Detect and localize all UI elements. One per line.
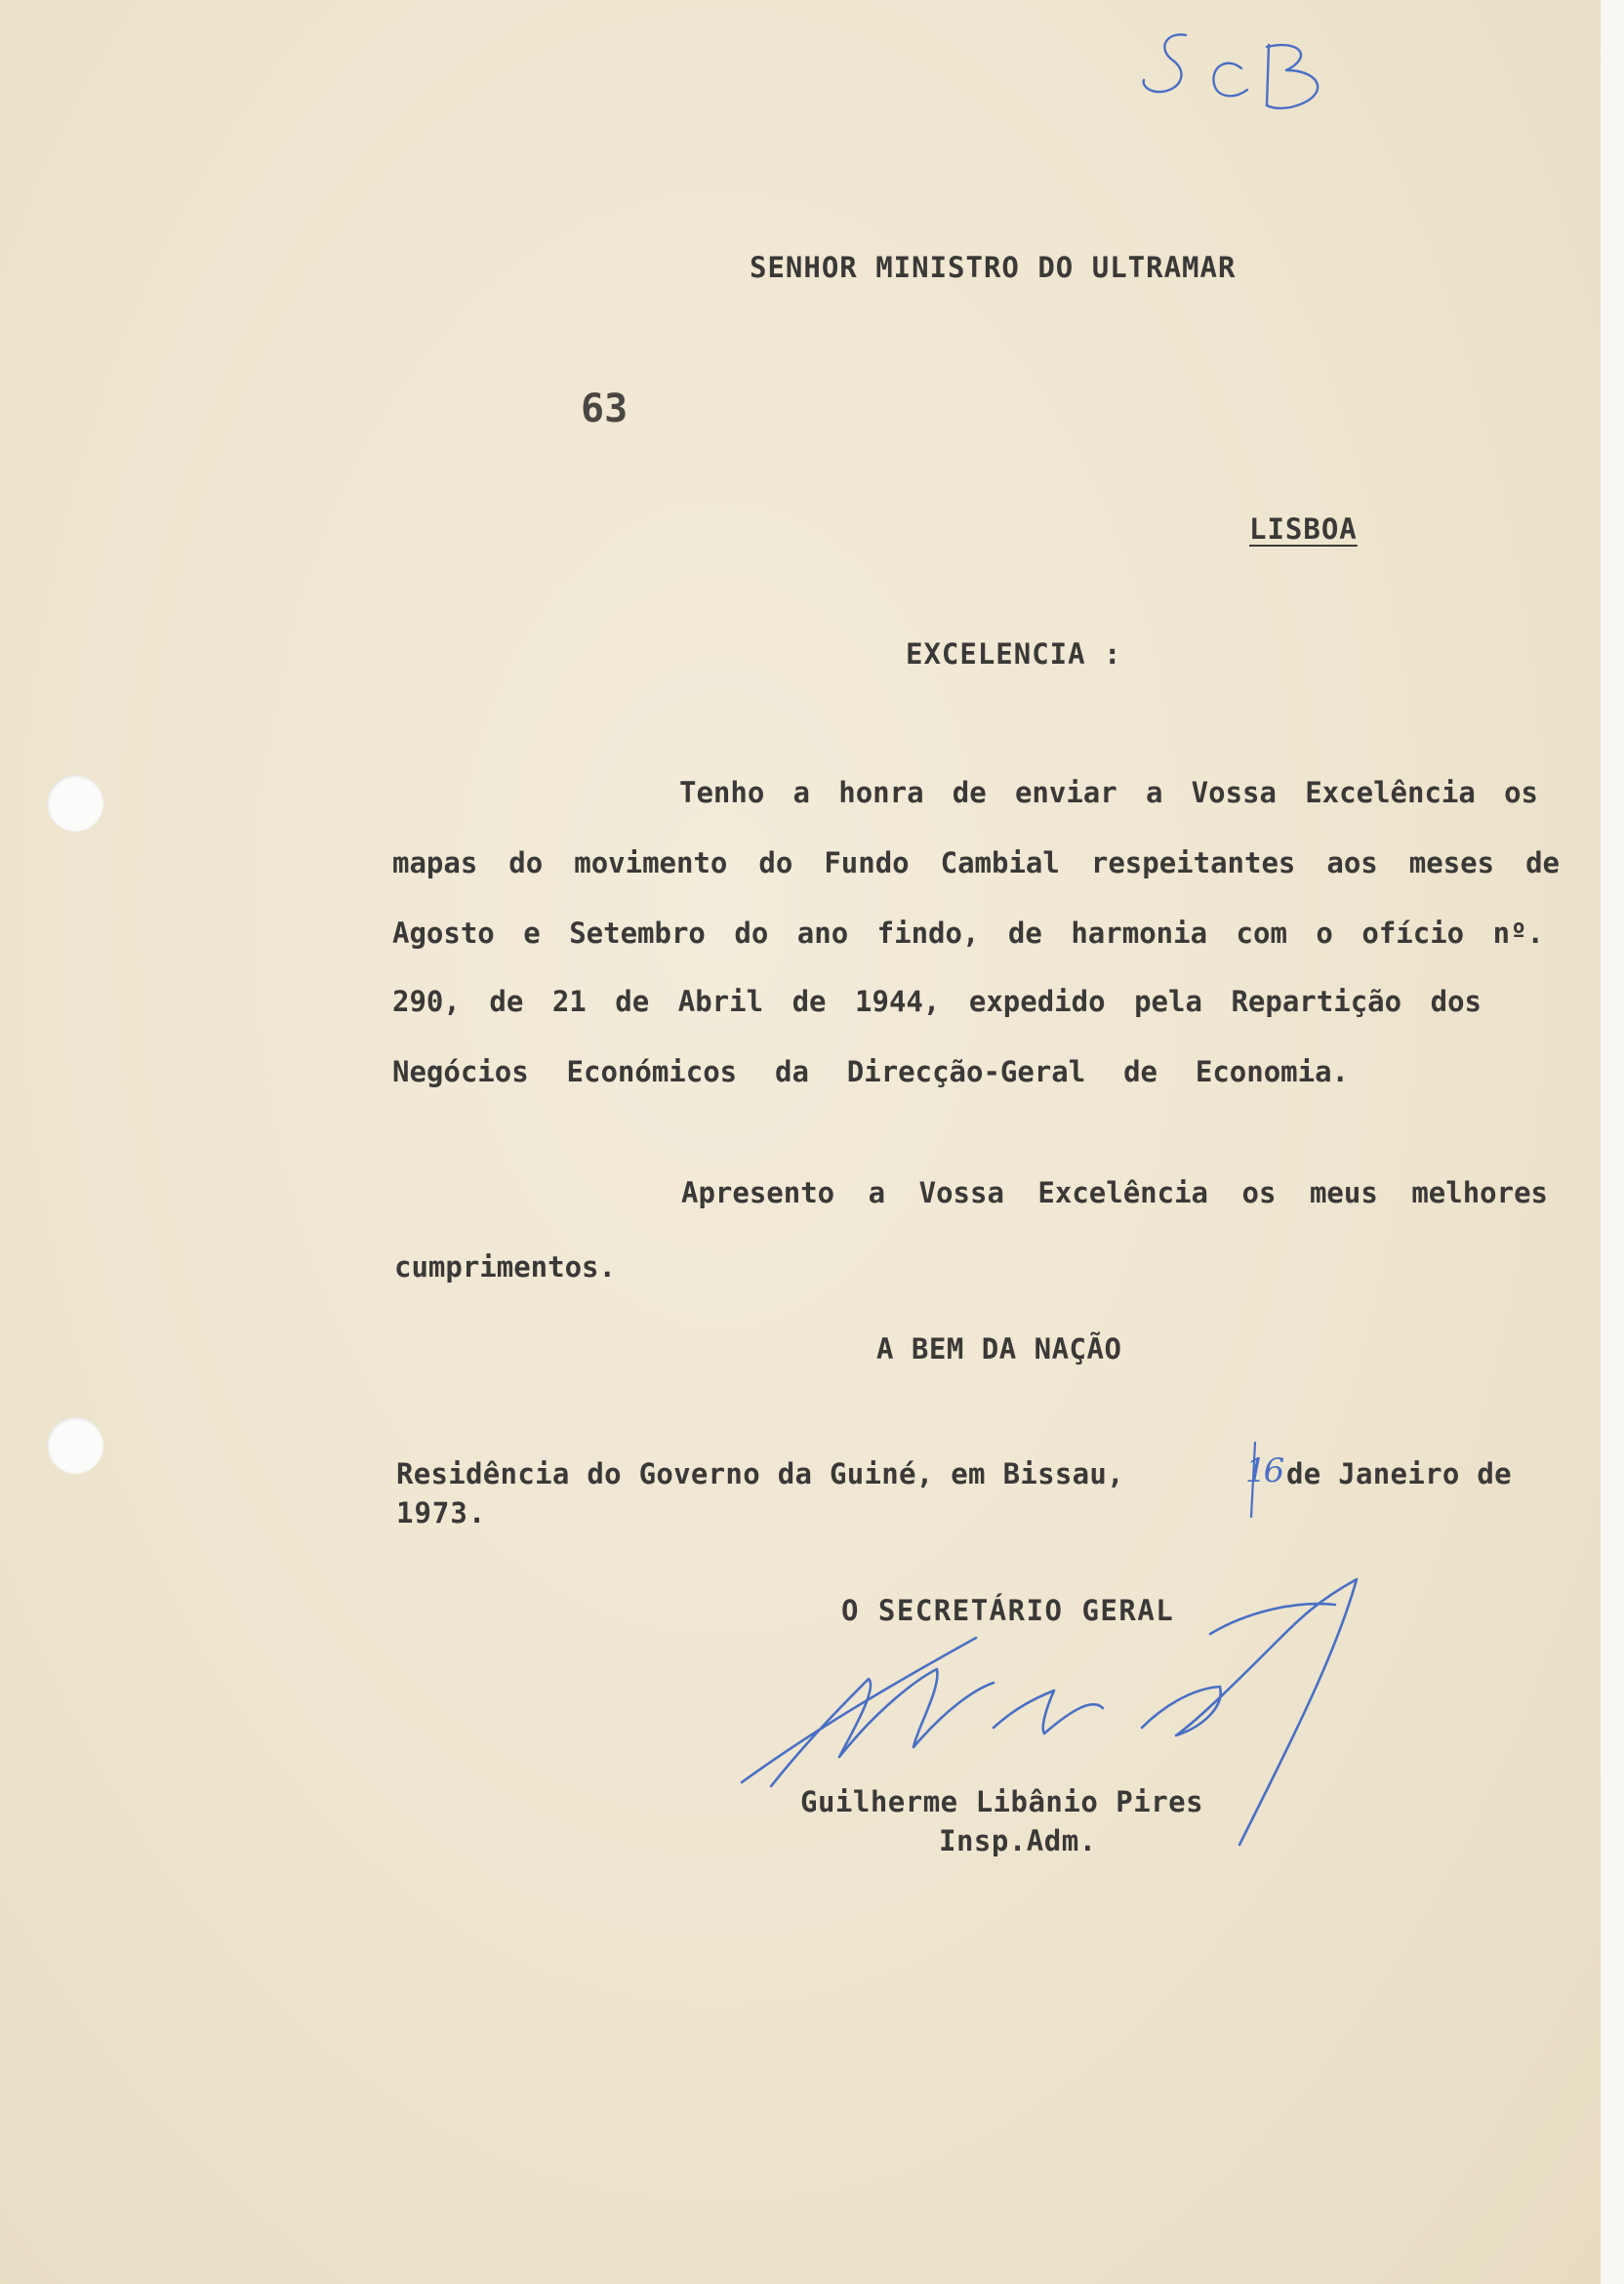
paragraph-line: Apresento a Vossa Excelência os meus melhores xyxy=(681,1176,1548,1209)
punch-hole xyxy=(47,1417,103,1474)
addressee: SENHOR MINISTRO DO ULTRAMAR xyxy=(750,251,1237,284)
paragraph-line: 290, de 21 de Abril de 1944, expedido pela Repartição dos xyxy=(392,985,1482,1018)
closing-motto: A BEM DA NAÇÃO xyxy=(876,1332,1122,1366)
handwritten-day: 16 xyxy=(1245,1451,1282,1490)
punch-hole xyxy=(47,775,103,832)
paragraph-line: Agosto e Setembro do ano findo, de harmonia com o ofício nº. xyxy=(392,917,1544,950)
paragraph-line: cumprimentos. xyxy=(394,1250,616,1284)
signer-title: O SECRETÁRIO GERAL xyxy=(841,1594,1175,1627)
signer-role: Insp.Adm. xyxy=(939,1824,1097,1857)
scan-background xyxy=(1601,0,1624,2284)
paragraph-line: Tenho a honra de enviar a Vossa Excelência os xyxy=(679,776,1538,809)
day-pen-stroke xyxy=(1241,1441,1271,1519)
city: LISBOA xyxy=(1249,512,1358,546)
place-date-suffix: de Janeiro de xyxy=(1286,1457,1512,1490)
paragraph-line: Negócios Económicos da Direcção-Geral de Economia. xyxy=(392,1055,1349,1088)
signer-name: Guilherme Libânio Pires xyxy=(800,1785,1204,1818)
paragraph-line: mapas do movimento do Fundo Cambial respeitantes aos meses de xyxy=(392,846,1560,879)
salutation: EXCELENCIA : xyxy=(906,637,1122,671)
archive-mark-handwriting xyxy=(1132,27,1357,135)
reference-number: 63 xyxy=(581,387,629,431)
place-date-year: 1973. xyxy=(396,1496,487,1529)
place-date-prefix: Residência do Governo da Guiné, em Bissau, xyxy=(396,1457,1124,1490)
